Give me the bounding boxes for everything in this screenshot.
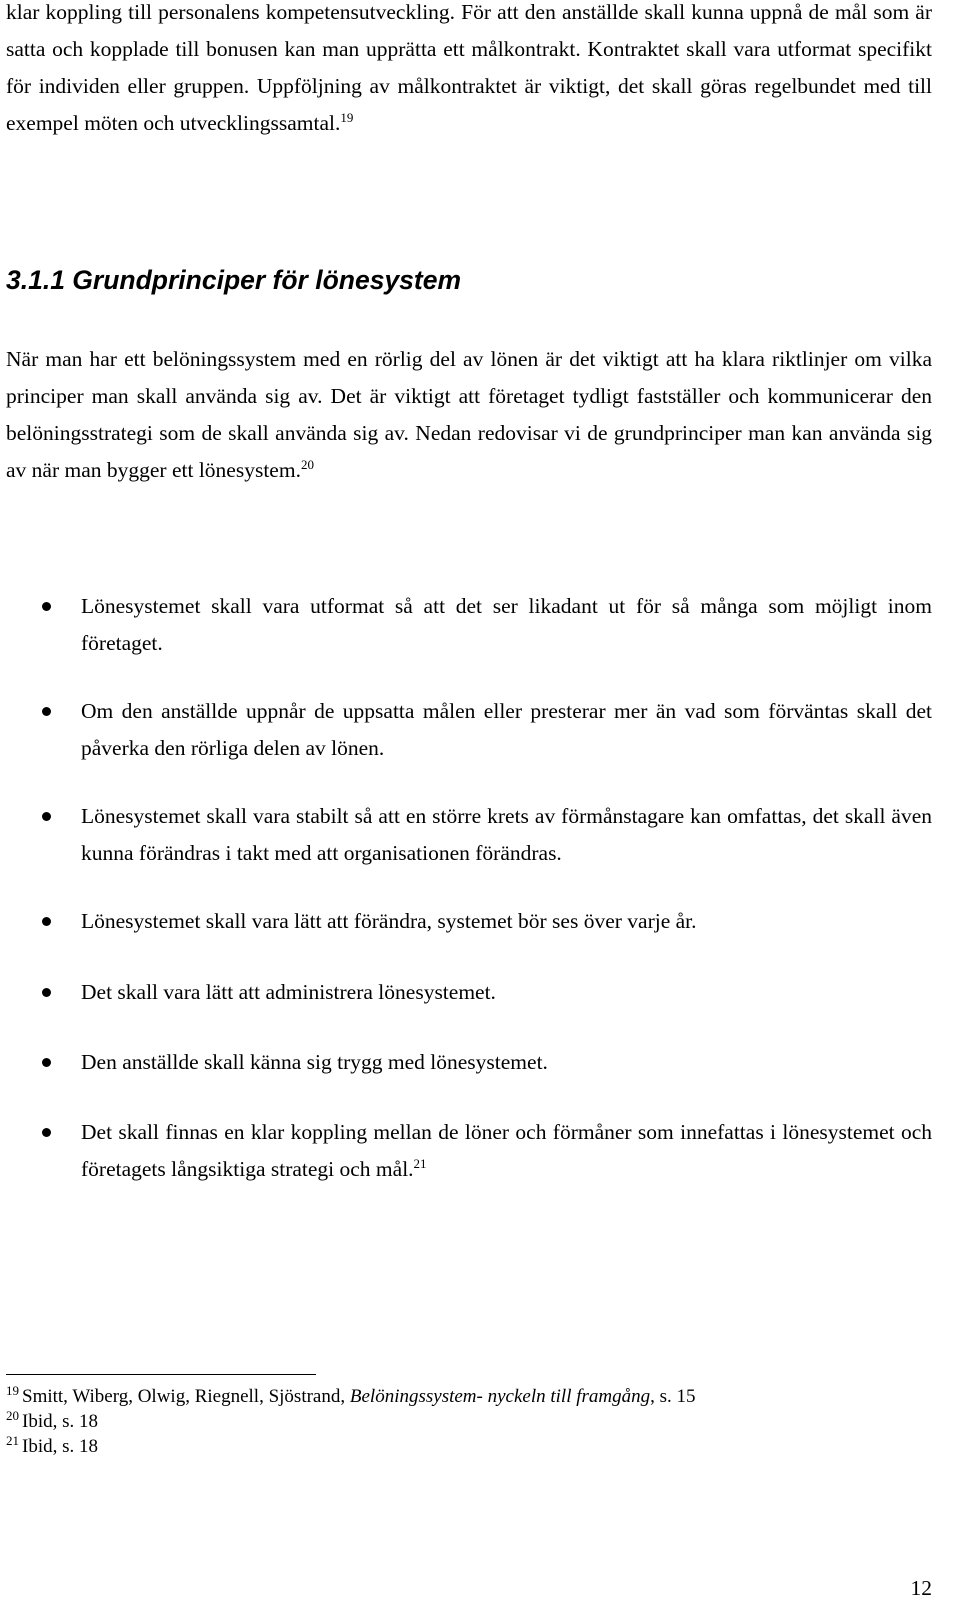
section-heading: 3.1.1 Grundprinciper för lönesystem (6, 265, 462, 295)
footnote-ref-19: 19 (340, 109, 354, 125)
footnote-ref-21: 21 (413, 1155, 427, 1171)
footnote-number: 20 (6, 1407, 19, 1423)
footnote-20 (6, 1409, 936, 1434)
footnote-ref-20: 20 (300, 456, 314, 472)
bullet-icon (42, 707, 51, 716)
footnote-number: 21 (6, 1432, 19, 1448)
list-item-text: Det skall vara lätt att administrera lönesystemet. (81, 980, 496, 1004)
bullet-icon (42, 602, 51, 611)
list-item-text: Lönesystemet skall vara stabilt så att en större krets av förmånstagare kan omfattas, det skall även kunna förändras i takt med att organisationen förändras. (81, 804, 932, 865)
footnote-text: Ibid, s. 18 (22, 1411, 98, 1432)
list-item-text: Lönesystemet skall vara lätt att förändra, systemet bör ses över varje år. (81, 909, 697, 933)
footnote-book-title: Belöningssystem- nyckeln till framgång (349, 1386, 651, 1407)
footnote-number: 19 (6, 1382, 19, 1398)
footnote-separator (6, 1374, 316, 1375)
footnote-text: Smitt, Wiberg, Olwig, Riegnell, Sjöstrand, (22, 1386, 350, 1407)
bullet-icon (42, 917, 51, 926)
intro-text: klar koppling till personalens kompetensutveckling. För att den anställde skall kunna uppnå de mål som är satta och kopplade till bonusen kan man upprätta ett målkontrakt. Kontraktet skall vara utformat specifikt för individen eller gruppen. Uppföljning av målkontraktet är viktigt, det skall göras regelbundet med till exempel möten och utvecklingssamtal. (6, 0, 932, 135)
section-paragraph (6, 341, 932, 489)
footnote-19 (6, 1384, 936, 1409)
list-item-text: Lönesystemet skall vara utformat så att det ser likadant ut för så många som möjligt inom företaget. (81, 594, 932, 655)
list-item-text: Om den anställde uppnår de uppsatta målen eller presterar mer än vad som förväntas skall det påverka den rörliga delen av lönen. (81, 699, 932, 760)
bullet-icon (42, 988, 51, 997)
footnote-21 (6, 1434, 936, 1459)
list-item-text: Den anställde skall känna sig trygg med lönesystemet. (81, 1050, 548, 1074)
page-number: 12 (910, 1576, 932, 1600)
bullet-icon (42, 1058, 51, 1067)
footnotes (6, 1384, 936, 1459)
bullet-icon (42, 1128, 51, 1137)
intro-paragraph (6, 0, 932, 142)
section-paragraph-text: När man har ett belöningssystem med en rörlig del av lönen är det viktigt att ha klara riktlinjer om vilka principer man skall använda sig av. Det är viktigt att företaget tydligt fastställer och kommunicerar den belöningsstrategi som de skall använda sig av. Nedan redovisar vi de grundprinciper man kan använda sig av när man bygger ett lönesystem. (6, 347, 932, 482)
footnote-text: Ibid, s. 18 (22, 1436, 98, 1457)
footnote-page: , s. 15 (650, 1386, 696, 1407)
bullet-icon (42, 812, 51, 821)
list-item-text: Det skall finnas en klar koppling mellan de löner och förmåner som innefattas i lönesystemet och företagets långsiktiga strategi och mål.$^{21}$ (81, 1120, 932, 1181)
